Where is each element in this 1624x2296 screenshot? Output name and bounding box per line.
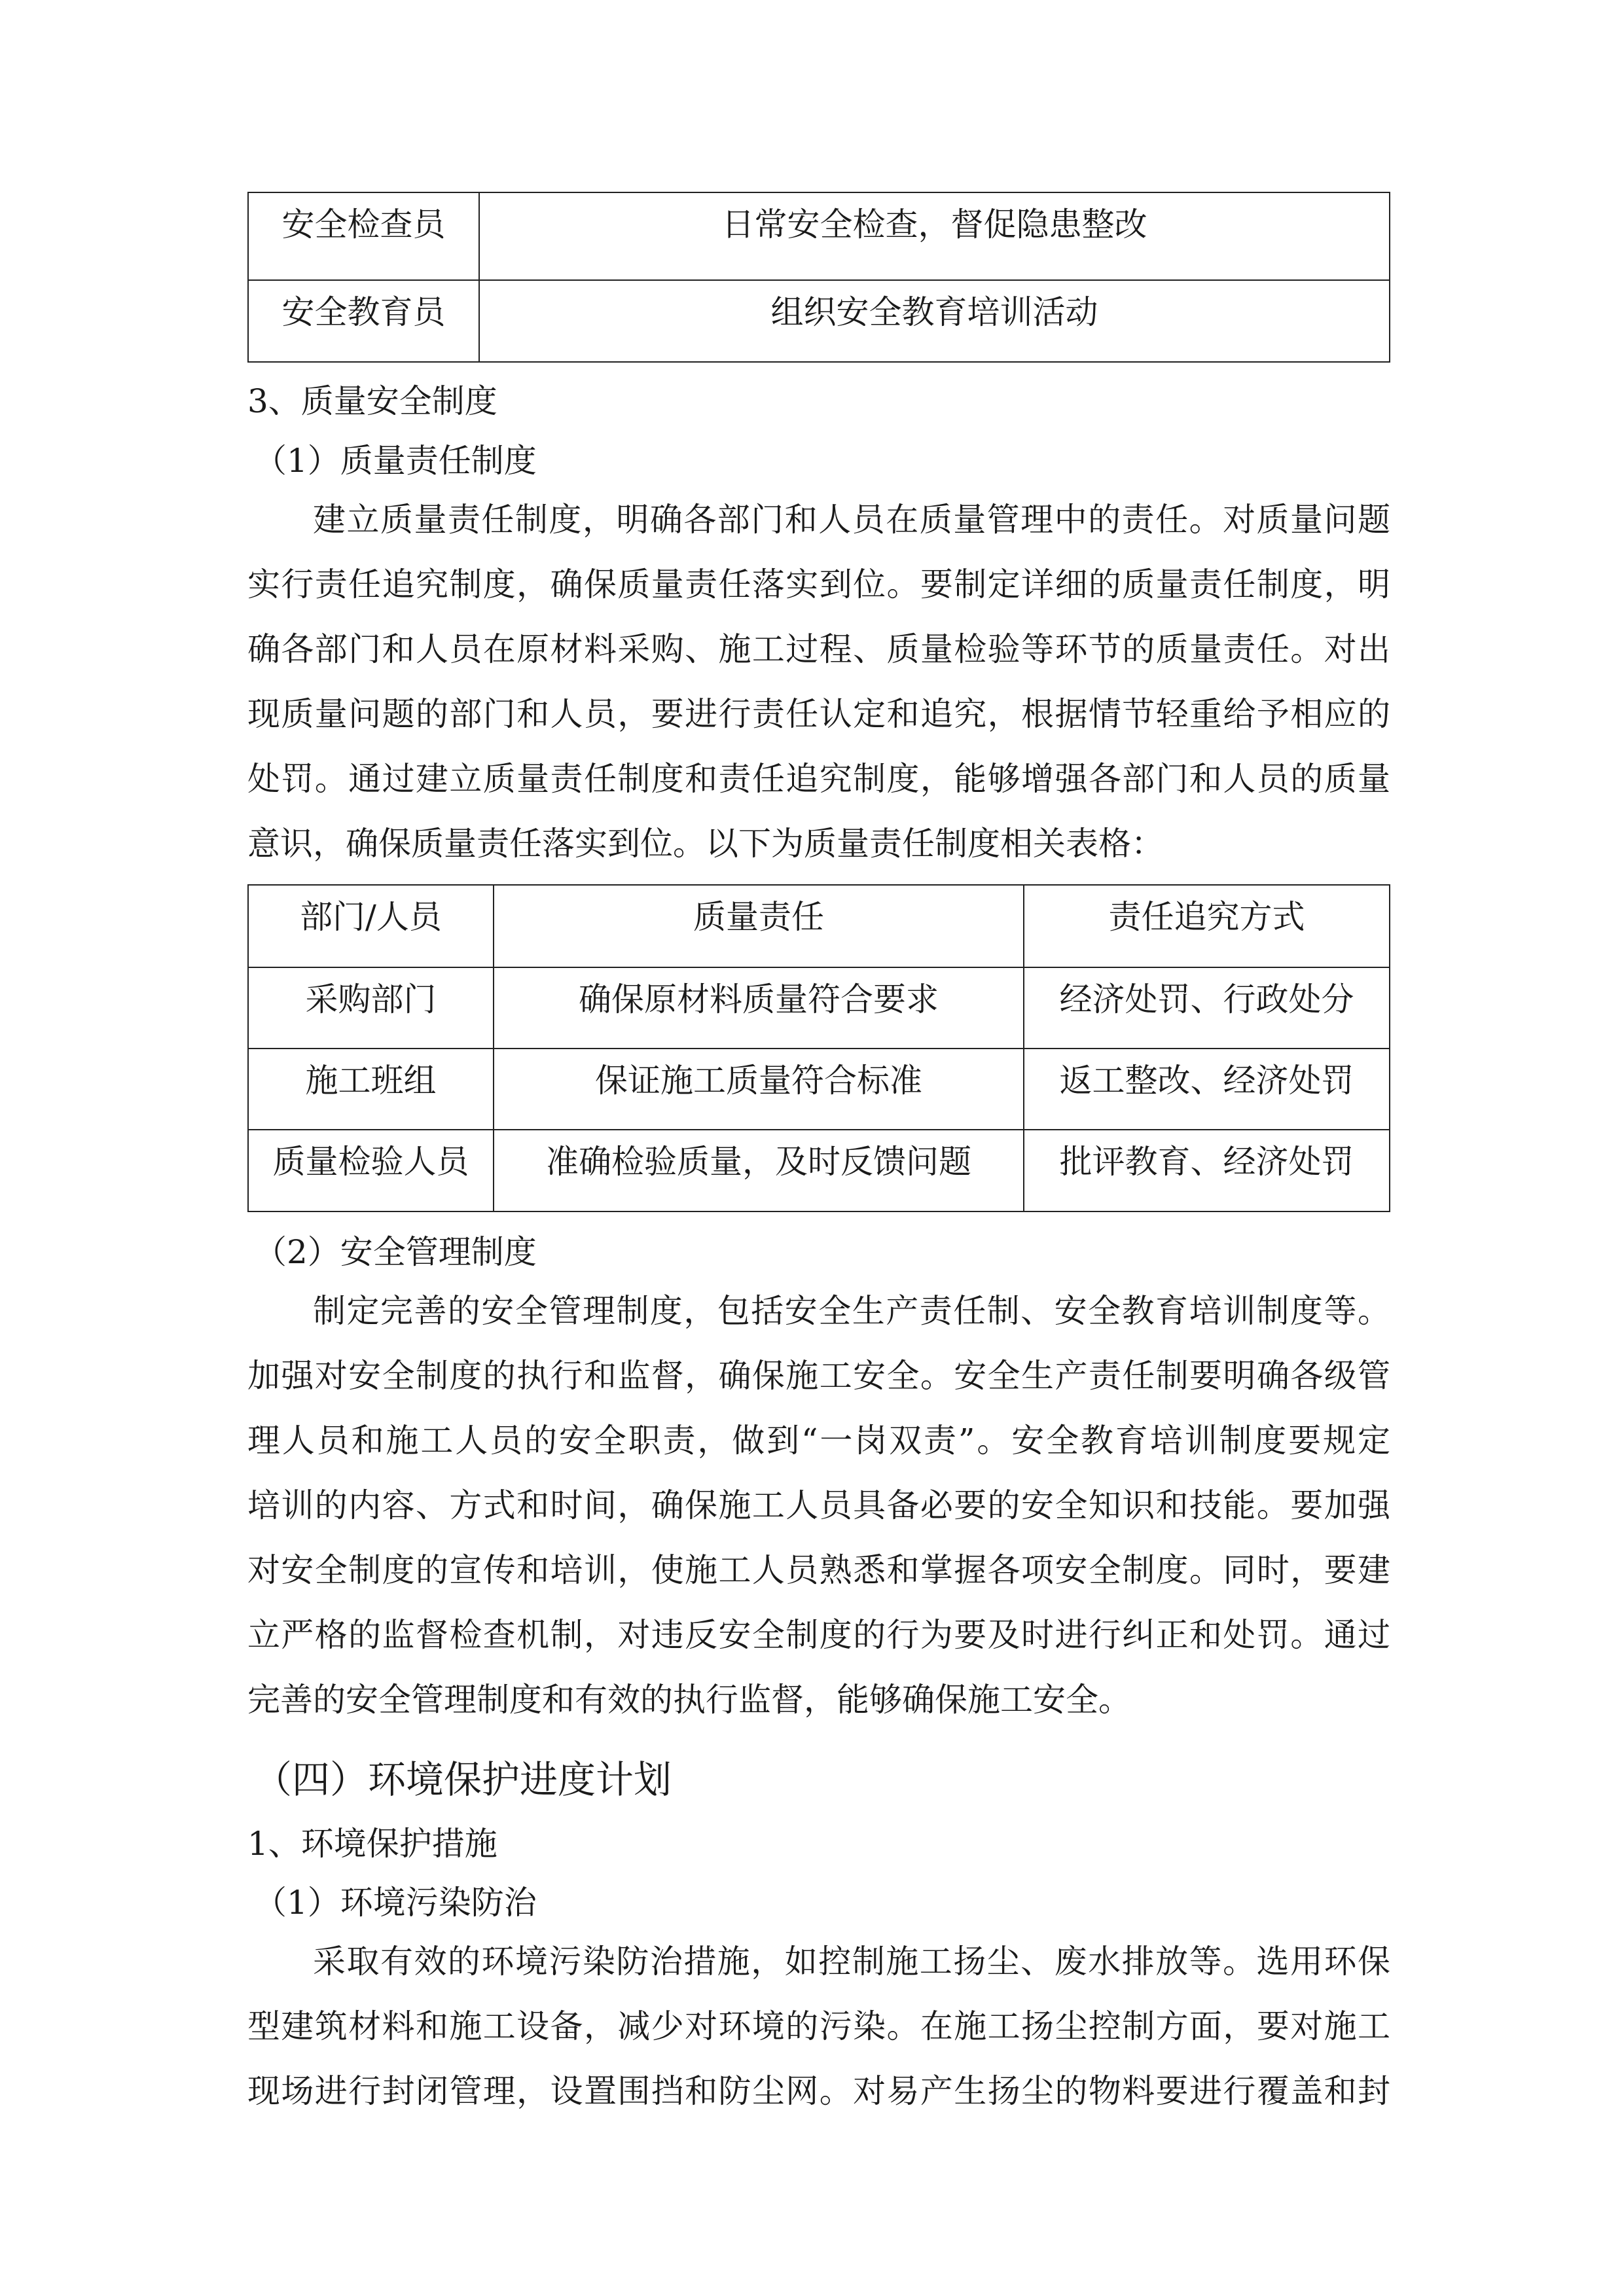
paragraph-line: 处罚。通过建立质量责任制度和责任追究制度，能够增强各部门和人员的质量 — [247, 760, 1390, 798]
paragraph-line: 建立质量责任制度，明确各部门和人员在质量管理中的责任。对质量问题 — [313, 501, 1390, 539]
paragraph-safety-management — [247, 1279, 1390, 1732]
table-row — [248, 1130, 1390, 1211]
quality-responsibility-table — [247, 884, 1390, 1212]
table-cell: 质量检验人员 — [248, 1130, 494, 1211]
column-header: 质量责任 — [494, 885, 1024, 967]
paragraph-pollution-control — [247, 1929, 1390, 2124]
subsection-heading: （1）环境污染防治 — [254, 1884, 537, 1922]
table-cell: 批评教育、经济处罚 — [1024, 1130, 1390, 1211]
paragraph-line: 现场进行封闭管理，设置围挡和防尘网。对易产生扬尘的物料要进行覆盖和封 — [247, 2072, 1390, 2110]
paragraph-line: 现质量问题的部门和人员，要进行责任认定和追究，根据情节轻重给予相应的 — [247, 695, 1390, 733]
paragraph-line: 完善的安全管理制度和有效的执行监督，能够确保施工安全。 — [247, 1681, 1131, 1719]
table-cell: 准确检验质量，及时反馈问题 — [494, 1130, 1024, 1211]
paragraph-line: 采取有效的环境污染防治措施，如控制施工扬尘、废水排放等。选用环保 — [313, 1943, 1390, 1981]
paragraph-line: 型建筑材料和施工设备，减少对环境的污染。在施工扬尘控制方面，要对施工 — [247, 2007, 1390, 2045]
paragraph-line: 意识，确保质量责任落实到位。以下为质量责任制度相关表格： — [247, 825, 1164, 863]
table-cell: 安全教育员 — [248, 280, 479, 362]
table-cell: 施工班组 — [248, 1049, 494, 1130]
table-cell: 组织安全教育培训活动 — [479, 280, 1390, 362]
chapter-heading: （四）环境保护进度计划 — [254, 1757, 672, 1802]
table-row — [248, 192, 1390, 280]
paragraph-quality-responsibility — [247, 488, 1390, 876]
paragraph-line: 理人员和施工人员的安全职责，做到“一岗双责”。安全教育培训制度要规定 — [247, 1422, 1390, 1460]
table-row — [248, 1049, 1390, 1130]
subsection-heading: （1）质量责任制度 — [254, 442, 537, 480]
paragraph-line: 确各部门和人员在原材料采购、施工过程、质量检验等环节的质量责任。对出 — [247, 630, 1390, 668]
subsection-heading: （2）安全管理制度 — [254, 1233, 537, 1271]
paragraph-line: 加强对安全制度的执行和监督，确保施工安全。安全生产责任制要明确各级管 — [247, 1357, 1390, 1395]
table-header-row — [248, 885, 1390, 967]
paragraph-line: 对安全制度的宣传和培训，使施工人员熟悉和掌握各项安全制度。同时，要建 — [247, 1551, 1390, 1589]
table-cell: 返工整改、经济处罚 — [1024, 1049, 1390, 1130]
table-cell: 确保原材料质量符合要求 — [494, 967, 1024, 1049]
safety-roles-table — [247, 192, 1390, 363]
column-header: 责任追究方式 — [1024, 885, 1390, 967]
table-row — [248, 280, 1390, 362]
paragraph-line: 制定完善的安全管理制度，包括安全生产责任制、安全教育培训制度等。 — [313, 1292, 1390, 1330]
table-cell: 采购部门 — [248, 967, 494, 1049]
column-header: 部门/人员 — [248, 885, 494, 967]
table-cell: 日常安全检查，督促隐患整改 — [479, 192, 1390, 280]
table-cell: 保证施工质量符合标准 — [494, 1049, 1024, 1130]
section-heading: 3、质量安全制度 — [247, 382, 497, 420]
paragraph-line: 培训的内容、方式和时间，确保施工人员具备必要的安全知识和技能。要加强 — [247, 1486, 1390, 1524]
paragraph-line: 实行责任追究制度，确保质量责任落实到位。要制定详细的质量责任制度，明 — [247, 565, 1390, 603]
paragraph-line: 立严格的监督检查机制，对违反安全制度的行为要及时进行纠正和处罚。通过 — [247, 1616, 1390, 1654]
table-row — [248, 967, 1390, 1049]
section-heading: 1、环境保护措施 — [247, 1825, 497, 1863]
table-cell: 安全检查员 — [248, 192, 479, 280]
table-cell: 经济处罚、行政处分 — [1024, 967, 1390, 1049]
